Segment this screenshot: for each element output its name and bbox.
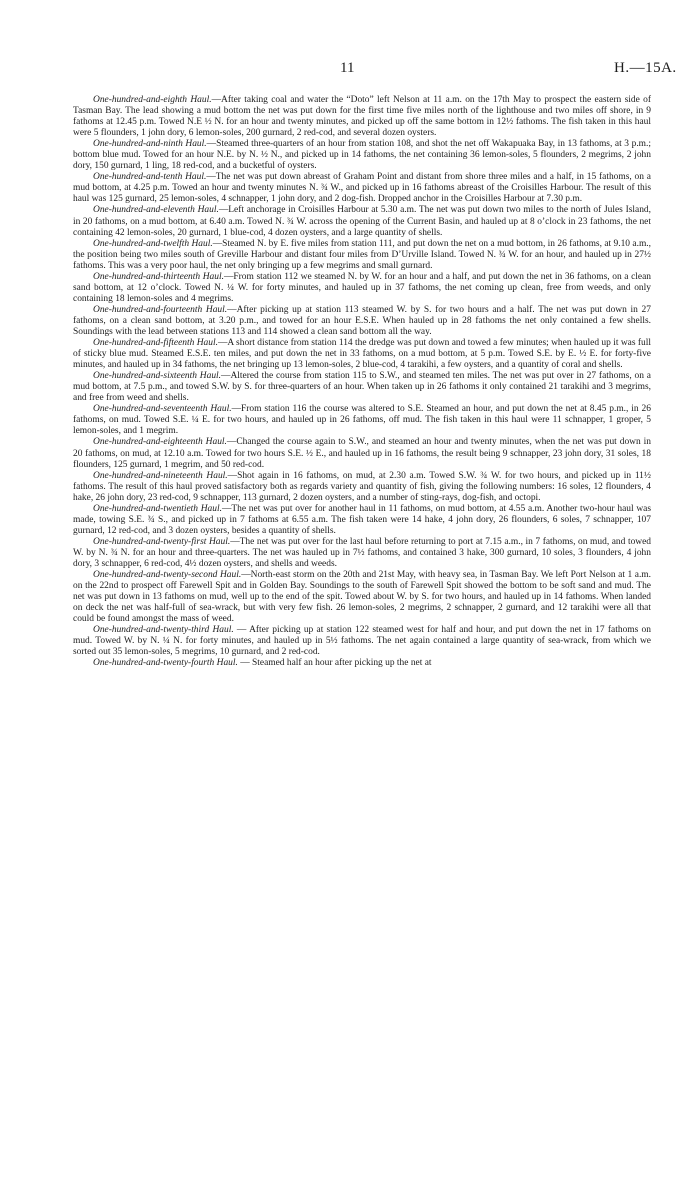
haul-paragraph xyxy=(73,625,651,658)
haul-text: —Shot again in 16 fathoms, on mud, at 2.30 a.m. Towed S.W. ¾ W. for two hours, and picked up in 11½ fathoms. The result of this haul proved satisfactory both as regards variety and quantity of fish, giving the following numbers: 16 soles, 12 flounders, 4 hake, 26 john dory, 23 red-cod, 9 schnapper, 113 gurnard, 2 dozen oysters, and a number of sting-rays, dog-fish, and octopi. xyxy=(73,470,651,503)
haul-text: —Left anchorage in Croisilles Harbour at 5.30 a.m. The net was put down two miles to the north of Jules Island, in 20 fathoms, on a mud bottom, at 6.40 a.m. Towed N. ¾ W. across the opening of the Current Basin, and hauled up at 8 o’clock in 23 fathoms, the net containing 42 lemon-soles, 20 gurnard, 1 blue-cod, 4 dozen oysters, and a large quantity of shells. xyxy=(73,205,651,238)
haul-text: —After taking coal and water the “Doto” left Nelson at 11 a.m. on the 17th May to prospect the eastern side of Tasman Bay. The lead showing a mud bottom the net was put down for the first time five miles north of the lighthouse and two miles off shore, in 9 fathoms at 12.45 p.m. Towed N.E ½ N. for an hour and twenty minutes, and picked up off the same bottom in 12½ fathoms. The fish taken in this haul were 5 flounders, 1 john dory, 6 lemon-soles, 200 gurnard, 2 red-cod, and several dozen oysters. xyxy=(73,95,651,139)
haul-text: —Changed the course again to S.W., and steamed an hour and twenty minutes, when the net was put down in 20 fathoms, on mud, at 12.10 a.m. Towed for two hours S.E. ½ E., and hauled up in 16 fathoms, the result being 9 schnapper, 23 john dory, 31 soles, 18 flounders, 125 gurnard, 1 megrim, and 50 red-cod. xyxy=(73,437,651,470)
haul-paragraph xyxy=(73,338,651,371)
haul-text: — Steamed half an hour after picking up the net at xyxy=(237,658,432,669)
haul-title: One-hundred-and-twelfth Haul. xyxy=(93,238,213,249)
haul-title: One-hundred-and-thirteenth Haul. xyxy=(93,271,224,282)
page-header xyxy=(0,60,700,84)
haul-title: One-hundred-and-fifteenth Haul. xyxy=(93,338,218,349)
haul-text: —Altered the course from station 115 to S.W., and steamed ten miles. The net was put over in 27 fathoms, on a mud bottom, at 7.5 p.m., and towed S.W. by S. for three-quarters of an hour. When taken up in 26 fathoms it only contained 21 tarakihi and 3 megrims, and free from weed and shells. xyxy=(73,371,651,404)
haul-paragraph xyxy=(73,504,651,537)
haul-text: —From station 112 we steamed N. by W. for an hour and a half, and put down the net in 36 fathoms, on a clean sand bottom, at 12 o’clock. Towed N. ¼ W. for forty minutes, and hauled up in 37 fathoms, the net coming up clean, free from weeds, and only containing 18 lemon-soles and 4 megrims. xyxy=(73,271,651,304)
haul-text: —After picking up at station 113 steamed W. by S. for two hours and a half. The net was put down in 27 fathoms, on a clean sand bottom, at 3.20 p.m., and towed for an hour E.S.E. When hauled up in 28 fathoms the net only contained a few shells. Soundings with the lead between stations 113 and 114 showed a clean sand bottom all the way. xyxy=(73,304,651,337)
haul-paragraph xyxy=(73,305,651,338)
haul-paragraph xyxy=(73,371,651,404)
haul-title: One-hundred-and-eleventh Haul. xyxy=(93,205,219,216)
haul-title: One-hundred-and-twenty-fourth Haul. xyxy=(93,658,238,669)
haul-text: —North-east storm on the 20th and 21st May, with heavy sea, in Tasman Bay. We left Port Nelson at 1 a.m. on the 22nd to prospect off Farewell Spit and in Golden Bay. Soundings to the south of Farewell Spit showed the bottom to be soft sand and mud. The net was put down in 13 fathoms on mud, well up to the end of the spit. Towed about W. by S. for two hours, and hauled up in 14 fathoms. When landed on deck the net was half-full of sea-wrack, but with very few fish. 26 lemon-soles, 2 megrims, 2 schnapper, 2 gurnard, and 12 tarakihi were all that could be found amongst the mass of weed. xyxy=(73,570,651,625)
haul-title: One-hundred-and-twenty-second Haul. xyxy=(93,570,242,581)
document-reference: H.—15A. xyxy=(614,60,677,76)
haul-paragraph xyxy=(73,172,651,205)
haul-text: —The net was put over for another haul in 11 fathoms, on mud bottom, at 4.55 a.m. Another two-hour haul was made, towing S.E. ¾ S., and picked up in 7 fathoms at 6.55 a.m. The fish taken were 14 hake, 4 john dory, 26 flounders, 6 soles, 7 schnapper, 107 gurnard, 12 red-cod, and 3 dozen oysters, besides a quantity of shells. xyxy=(73,503,651,536)
haul-paragraph xyxy=(73,404,651,437)
haul-paragraph xyxy=(73,272,651,305)
haul-text: —The net was put down abreast of Graham Point and distant from shore three miles and a half, in 15 fathoms, on a mud bottom, at 4.25 p.m. Towed an hour and twenty minutes N. ¾ W., and picked up in 16 fathoms abreast of the Croisilles Harbour. The result of this haul was 125 gurnard, 25 lemon-soles, 4 schnapper, 1 john dory, and 2 dog-fish. Dropped anchor in the Croisilles Harbour at 7.30 p.m. xyxy=(73,172,651,205)
haul-paragraph xyxy=(73,471,651,504)
haul-title: One-hundred-and-twentieth Haul. xyxy=(93,503,222,514)
haul-paragraph xyxy=(73,239,651,272)
haul-text: —Steamed N. by E. five miles from station 111, and put down the net on a mud bottom, in 26 fathoms, at 9.10 a.m., the position being two miles south of Greville Harbour and distant four miles from D’Urville Island. Towed N. ¾ W. for an hour, and hauled up in 27½ fathoms. This was a very poor haul, the net only bringing up a few megrims and small gurnard. xyxy=(73,238,652,271)
haul-paragraph xyxy=(73,437,651,470)
haul-title: One-hundred-and-eighteenth Haul. xyxy=(93,437,227,448)
haul-title: One-hundred-and-sixteenth Haul. xyxy=(93,371,222,382)
haul-title: One-hundred-and-seventeenth Haul. xyxy=(93,404,232,415)
haul-paragraph xyxy=(73,537,651,570)
haul-paragraph xyxy=(73,139,651,172)
haul-text: —A short distance from station 114 the dredge was put down and towed a few minutes; when hauled up it was full of sticky blue mud. Steamed E.S.E. ten miles, and put down the net in 33 fathoms, on a mud bottom, at 5 p.m. Towed S.E. by E. ½ E. for forty-five minutes, and hauled up in 34 fathoms, the net bringing up 13 lemon-soles, 2 blue-cod, 4 tarakihi, a few oysters, and a quantity of coral and shells. xyxy=(73,338,652,371)
haul-paragraph xyxy=(73,205,651,238)
haul-text: —Steamed three-quarters of an hour from station 108, and shot the net off Wakapuaka Bay, in 13 fathoms, at 3 p.m.; bottom blue mud. Towed for an hour N.E. by N. ½ N., and picked up in 14 fathoms, the net containing 36 lemon-soles, 5 flounders, 2 megrims, 2 john dory, 150 gurnard, 1 ling, 18 red-cod, and a bucketful of oysters. xyxy=(73,139,652,172)
haul-title: One-hundred-and-ninth Haul. xyxy=(93,139,207,150)
haul-title: One-hundred-and-nineteenth Haul. xyxy=(93,470,228,481)
page-number: 11 xyxy=(340,60,355,76)
haul-text: — After picking up at station 122 steamed west for half and hour, and put down the net in 17 fathoms on mud. Towed W. by N. ¼ N. for forty minutes, and hauled up in 5½ fathoms. The net again contained a large quantity of sea-wrack, from which we sorted out 35 lemon-soles, 5 megrims, 10 gurnard, and 2 red-cod. xyxy=(73,625,651,658)
haul-title: One-hundred-and-fourteenth Haul. xyxy=(93,304,228,315)
haul-title: One-hundred-and-eighth Haul. xyxy=(93,95,212,105)
haul-title: One-hundred-and-twenty-first Haul. xyxy=(93,536,231,547)
haul-paragraph xyxy=(73,570,651,625)
haul-paragraph xyxy=(73,95,651,139)
haul-paragraph xyxy=(73,658,651,669)
haul-text: —The net was put over for the last haul before returning to port at 7.15 a.m., in 7 fathoms, on mud, and towed W. by N. ¾ N. for an hour and three-quarters. The net was hauled up in 7½ fathoms, and contained 3 hake, 300 gurnard, 10 soles, 3 flounders, 4 john dory, 3 schnapper, 6 red-cod, 4½ dozen oysters, and shells and weeds. xyxy=(73,536,652,569)
haul-text: —From station 116 the course was altered to S.E. Steamed an hour, and put down the net at 8.45 p.m., in 26 fathoms, on mud. Towed S.E. ¼ E. for two hours, and hauled up in 26 fathoms, off mud. The fish taken in this haul were 11 schnapper, 1 groper, 5 lemon-soles, and 1 megrim. xyxy=(73,404,651,437)
body-text xyxy=(73,95,651,669)
haul-title: One-hundred-and-twenty-third Haul. xyxy=(93,625,234,636)
haul-title: One-hundred-and-tenth Haul. xyxy=(93,172,207,183)
